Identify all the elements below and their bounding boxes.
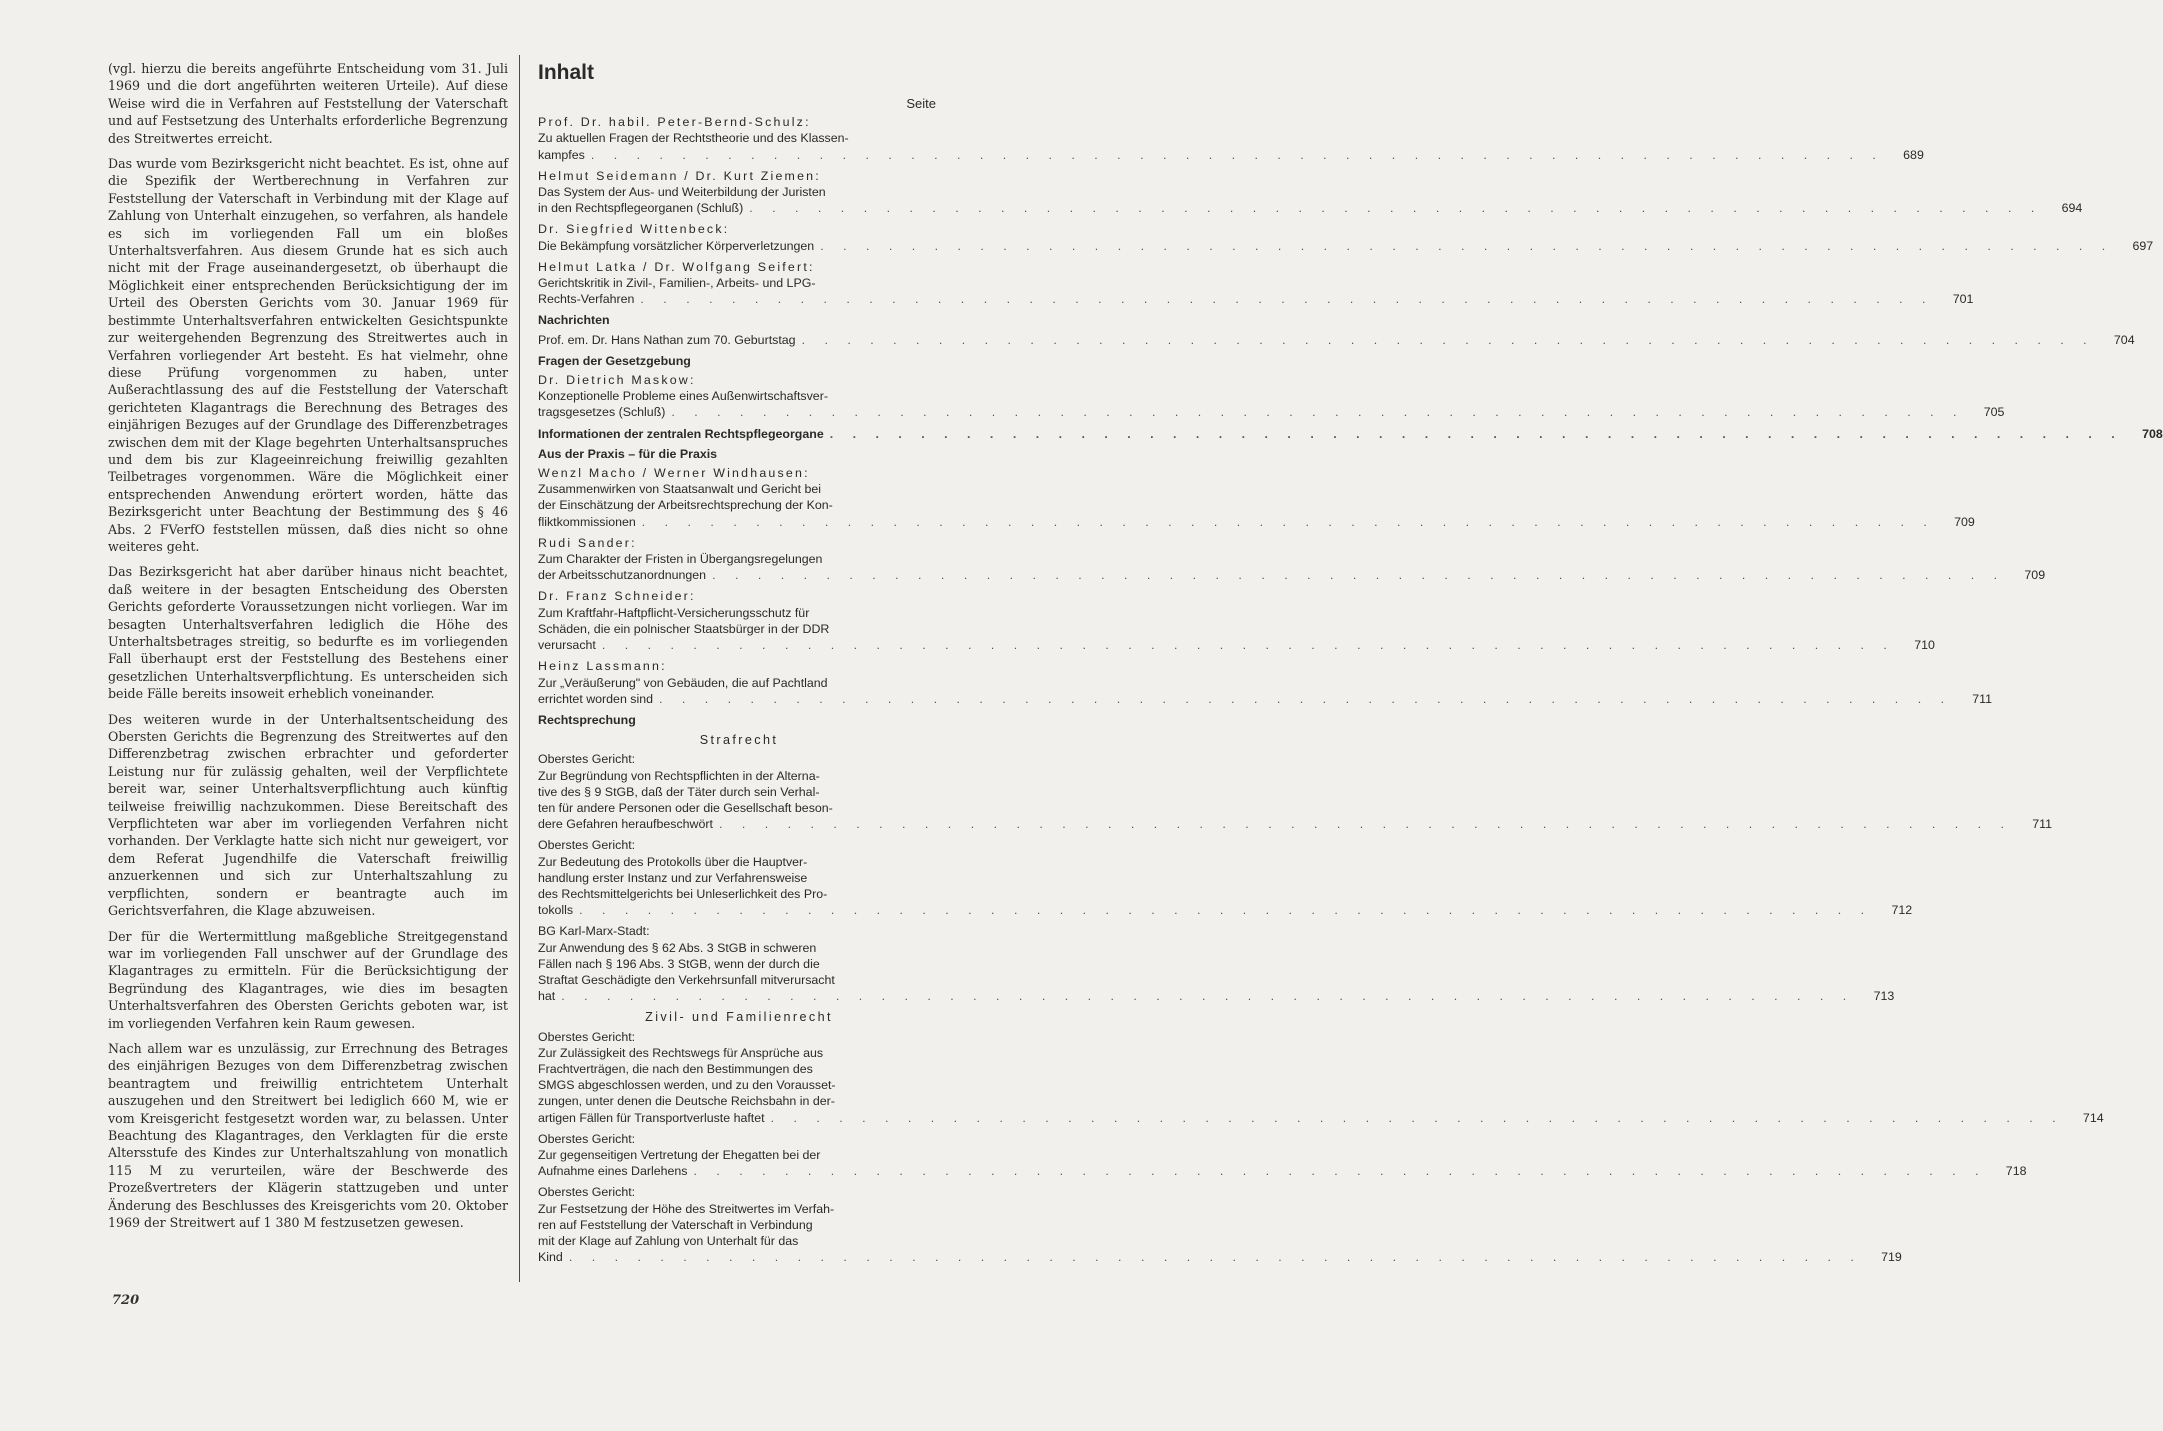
leader-dots: . . . . . . . . . . . . . . . . . . . . . . . . . . . . . . . . . . . . . . . . . . . . . . . . . . . . . . . . .: [671, 405, 1965, 420]
toc-section-heading: Aus der Praxis – für die Praxis: [538, 446, 718, 461]
leader-dots: . . . . . . . . . . . . . . . . . . . . . . . . . . . . . . . . . . . . . . . . . . . . . . . . . . . . . . . . .: [693, 1164, 1987, 1179]
toc-section-heading: Rechtsprechung: [538, 712, 636, 727]
toc-subsection-heading: Zivil- und Familienrecht: [645, 1010, 833, 1025]
toc-entry-title: Zur „Veräußerung" von Gebäuden, die auf Pachtland: [538, 675, 828, 690]
toc-entry[interactable]: [538, 332, 2135, 348]
toc-page-number: 694: [2061, 201, 2083, 216]
toc-entry[interactable]: [538, 1131, 2027, 1180]
leader-dots: . . . . . . . . . . . . . . . . . . . . . . . . . . . . . . . . . . . . . . . . . . . . . . . . . . . . . . . . .: [659, 691, 1953, 706]
page-column-label: Seite: [906, 96, 936, 111]
toc-entry-title: der Einschätzung der Arbeitsrechtsprechung der Kon-: [538, 498, 833, 513]
leader-dots: . . . . . . . . . . . . . . . . . . . . . . . . . . . . . . . . . . . . . . . . . . . . . . . . . . . . . . . . .: [829, 426, 2123, 441]
toc-entry-author: Oberstes Gericht:: [538, 838, 636, 853]
column-divider: [519, 55, 520, 1282]
toc-page-number: 712: [1891, 903, 1913, 918]
toc-entry-title-line: [538, 637, 1935, 653]
toc-section-entry[interactable]: [538, 426, 2163, 442]
toc-entry-title: des Rechtsmittelgerichts bei Unleserlichkeit des Pro-: [538, 886, 828, 901]
toc-entry-author: Helmut Latka / Dr. Wolfgang Seifert:: [538, 259, 815, 274]
toc-entry-title-line: [538, 514, 1975, 530]
toc-entry-title: Zur Zulässigkeit des Rechtswegs für Ansprüche aus: [538, 1045, 824, 1060]
toc-entry[interactable]: [538, 372, 2005, 421]
article-paragraph: Das Bezirksgericht hat aber darüber hinaus nicht beachtet, daß weitere in der besagten Entscheidung des Obersten Gerichts geforderte Voraussetzungen nicht vorliegen. War im besagten Unterhaltsverfahren lediglich die Höhe des Unterhaltsbetrages streitig, so bedurfte es im vorliegenden Fall überhaupt erst der Feststellung des Bestehens einer gesetzlichen Unterhaltsverpflichtung. Es unterscheiden sich beide Fälle bereits insoweit erheblich voneinander.: [108, 564, 508, 702]
toc-entry-title: Aufnahme eines Darlehens: [538, 1164, 688, 1179]
toc-entry-author: Helmut Seidemann / Dr. Kurt Ziemen:: [538, 168, 821, 183]
leader-dots: . . . . . . . . . . . . . . . . . . . . . . . . . . . . . . . . . . . . . . . . . . . . . . . . . . . . . . . . .: [770, 1110, 2064, 1125]
toc-entry-title: ten für andere Personen oder die Gesellschaft beson-: [538, 800, 833, 815]
toc-entry-title-line: [538, 147, 1924, 163]
toc-entry-title: in den Rechtspflegeorganen (Schluß): [538, 201, 744, 216]
toc-entry-title: Schäden, die ein polnischer Staatsbürger in der DDR: [538, 621, 830, 636]
toc-entry-title-line: [538, 1249, 1902, 1265]
article-paragraph: Das wurde vom Bezirksgericht nicht beachtet. Es ist, ohne auf die Spezifik der Wertberechnung in Verfahren zur Feststellung der Vaterschaft in Verbindung mit der Klage auf Zahlung von Unterhalt einzugehen, so verfahren, als handele es sich im vorliegenden Fall um ein bloßes Unterhaltsverfahren. Aus diesem Grunde hat es sich auch nicht mit der Frage auseinandergesetzt, ob überhaupt die Möglichkeit einer entsprechenden Berücksichtigung der im Urteil des Obersten Gerichts vom 30. Januar 1969 für bestimmte Unterhaltsverfahren entwickelten Gesichtspunkte zur weitergehenden Begrenzung des Streitwertes auch in Verfahren vorliegender Art besteht. Es hat vielmehr, ohne diese Prüfung vorgenommen zu haben, unter Außerachtlassung des auf die Feststellung der Vaterschaft gerichteten Klagantrags die Berechnung des Betrages des einjährigen Bezuges auf der Grundlage des Differenzbetrages zwischen dem mit der Klage begehrten Unterhaltsanspruches und dem bis zur Klageeinreichung freiwillig gezahlten Teilbetrages vorgenommen. Wäre die Möglichkeit einer entsprechenden Anwendung erörtert worden, hätte das Bezirksgericht unter Beachtung der Bestimmung des § 46 Abs. 2 FVerfO feststellen müssen, daß dies nicht so ohne weiteres geht.: [108, 156, 508, 554]
toc-section-heading: Nachrichten: [538, 313, 610, 328]
toc-entry-author: Dr. Franz Schneider:: [538, 589, 696, 604]
toc-page-number: 704: [2113, 332, 2135, 347]
toc-page-number: 713: [1873, 989, 1895, 1004]
toc-entry-author: Oberstes Gericht:: [538, 752, 636, 767]
toc-entry[interactable]: [538, 1184, 1902, 1265]
toc-entry-title: Rechts-Verfahren: [538, 292, 635, 307]
toc-entry-title-line: [538, 404, 2005, 420]
toc-entry-title: zungen, unter denen die Deutsche Reichsbahn in der-: [538, 1094, 835, 1109]
toc-entry-title: Kind: [538, 1250, 563, 1265]
toc-entry-title: Zu aktuellen Fragen der Rechtstheorie und des Klassen-: [538, 131, 849, 146]
toc-entry[interactable]: [538, 465, 1975, 530]
leader-dots: . . . . . . . . . . . . . . . . . . . . . . . . . . . . . . . . . . . . . . . . . . . . . . . . . . . . . . . . .: [820, 238, 2114, 253]
toc-entry-title-line: [538, 567, 2046, 583]
toc-page-number: 708: [2142, 426, 2163, 441]
toc-entry-title-line: [538, 238, 2154, 254]
article-paragraph: Des weiteren wurde in der Unterhaltsentscheidung des Obersten Gerichts die Begrenzung des Streitwertes auf den Differenzbetrag zwischen erbrachter und geforderter Leistung nur für zulässig gehalten, weil der Verpflichtete bereit war, seiner Unterhaltsverpflichtung auch künftig teilweise freiwillig nachzukommen. Diese Bereitschaft des Verpflichteten war aber im vorliegenden Verfahren nicht vorhanden. Der Verklagte hatte sich nicht nur geweigert, vor dem Referat Jugendhilfe die Vaterschaft freiwillig anzuerkennen und sich zur Unterhaltszahlung zu verpflichten, sondern er beantragte auch im Gerichtsverfahren, die Klage abzuweisen.: [108, 711, 508, 919]
toc-entry-title: SMGS abgeschlossen werden, und zu den Vorausset-: [538, 1078, 836, 1093]
toc-entry-title: Zur Begründung von Rechtspflichten in der Alterna-: [538, 768, 820, 783]
toc-entry-title: Zur gegenseitigen Vertretung der Ehegatten bei der: [538, 1147, 821, 1162]
toc-entry-title: verursacht: [538, 638, 596, 653]
toc-entry-title: hat: [538, 989, 556, 1004]
toc-entry-title: Zum Kraftfahr-Haftpflicht-Versicherungsschutz für: [538, 605, 810, 620]
toc-entry-title: Zur Festsetzung der Höhe des Streitwertes im Verfah-: [538, 1201, 835, 1216]
toc-entry-title: Straftat Geschädigte den Verkehrsunfall mitverursacht: [538, 972, 835, 987]
leader-dots: . . . . . . . . . . . . . . . . . . . . . . . . . . . . . . . . . . . . . . . . . . . . . . . . . . . . . . . . .: [601, 638, 1895, 653]
toc-subsection-heading: Strafrecht: [699, 733, 779, 748]
leader-dots: . . . . . . . . . . . . . . . . . . . . . . . . . . . . . . . . . . . . . . . . . . . . . . . . . . . . . . . . .: [749, 201, 2043, 216]
toc-entry[interactable]: [538, 837, 1913, 918]
leader-dots: . . . . . . . . . . . . . . . . . . . . . . . . . . . . . . . . . . . . . . . . . . . . . . . . . . . . . . . . .: [718, 817, 2012, 832]
toc-entry-title: Die Bekämpfung vorsätzlicher Körperverletzungen: [538, 238, 815, 253]
leader-dots: . . . . . . . . . . . . . . . . . . . . . . . . . . . . . . . . . . . . . . . . . . . . . . . . . . . . . . . . .: [561, 989, 1855, 1004]
toc-entry[interactable]: [538, 535, 2046, 584]
toc-page-number: 705: [1983, 405, 2005, 420]
toc-entry-title: Zur Anwendung des § 62 Abs. 3 StGB in schweren: [538, 940, 817, 955]
toc-entry-title-line: [538, 291, 1974, 307]
toc-section-heading: Fragen der Gesetzgebung: [538, 353, 691, 368]
toc-entry-author: Oberstes Gericht:: [538, 1029, 636, 1044]
toc-page-number: 710: [1914, 638, 1935, 653]
toc-page-number: 697: [2132, 238, 2154, 253]
toc-entry-title: kampfes: [538, 147, 585, 162]
toc-page-number: 719: [1881, 1250, 1902, 1265]
leader-dots: . . . . . . . . . . . . . . . . . . . . . . . . . . . . . . . . . . . . . . . . . . . . . . . . . . . . . . . . .: [641, 514, 1935, 529]
toc-entry-title: Informationen der zentralen Rechtspflegeorgane: [538, 426, 824, 441]
toc-entry-title-line: [538, 988, 1895, 1004]
toc-entry-title-line: [538, 902, 1913, 918]
toc-entry-author: Oberstes Gericht:: [538, 1185, 636, 1200]
toc-entry-title: Zum Charakter der Fristen in Übergangsregelungen: [538, 552, 823, 567]
toc-entry-title: tive des § 9 StGB, daß der Täter durch sein Verhal-: [538, 784, 820, 799]
toc-entry[interactable]: [538, 1029, 2104, 1126]
leader-dots: . . . . . . . . . . . . . . . . . . . . . . . . . . . . . . . . . . . . . . . . . . . . . . . . . . . . . . . . .: [568, 1250, 1862, 1265]
toc-entry-title-line: [538, 200, 2083, 216]
article-text-column: [108, 60, 508, 1239]
toc-entry-title: Frachtverträgen, die nach den Bestimmungen des: [538, 1061, 813, 1076]
toc-entry[interactable]: [538, 923, 1895, 1004]
toc-entry-title: mit der Klage auf Zahlung von Unterhalt für das: [538, 1234, 799, 1248]
toc-entry-author: Dr. Dietrich Maskow:: [538, 373, 696, 388]
toc-entry-title: Zur Bedeutung des Protokolls über die Hauptver-: [538, 854, 808, 869]
toc-entry-title: der Arbeitsschutzanordnungen: [538, 568, 707, 583]
toc-entry-title: errichtet worden sind: [538, 691, 654, 706]
toc-title: Inhalt: [538, 61, 594, 84]
toc-entry[interactable]: [538, 114, 1924, 163]
toc-entry-title: artigen Fällen für Transportverluste haftet: [538, 1110, 765, 1125]
leader-dots: . . . . . . . . . . . . . . . . . . . . . . . . . . . . . . . . . . . . . . . . . . . . . . . . . . . . . . . . .: [590, 147, 1884, 162]
toc-entry-author: BG Karl-Marx-Stadt:: [538, 924, 650, 939]
toc-entry-title: fliktkommissionen: [538, 514, 636, 529]
toc-entry-author: Prof. Dr. habil. Peter-Bernd-Schulz:: [538, 115, 811, 130]
toc-page-number: 718: [2005, 1164, 2027, 1179]
leader-dots: . . . . . . . . . . . . . . . . . . . . . . . . . . . . . . . . . . . . . . . . . . . . . . . . . . . . . . . . .: [801, 332, 2095, 347]
leader-dots: . . . . . . . . . . . . . . . . . . . . . . . . . . . . . . . . . . . . . . . . . . . . . . . . . . . . . . . . .: [579, 903, 1873, 918]
toc-entry-title-line: [538, 1110, 2104, 1126]
toc-entry-author: Heinz Lassmann:: [538, 659, 667, 674]
toc-entry-title: Das System der Aus- und Weiterbildung der Juristen: [538, 185, 826, 200]
toc-entry-title: tragsgesetzes (Schluß): [538, 405, 666, 420]
toc-page-number: 714: [2082, 1110, 2104, 1125]
toc-entry[interactable]: [538, 259, 1974, 308]
leader-dots: . . . . . . . . . . . . . . . . . . . . . . . . . . . . . . . . . . . . . . . . . . . . . . . . . . . . . . . . .: [712, 568, 2006, 583]
toc-entry[interactable]: [538, 588, 1935, 653]
toc-page-number: 709: [1954, 514, 1975, 529]
toc-entry-author: Rudi Sander:: [538, 535, 637, 550]
toc-entry-title-line: [538, 816, 2052, 832]
toc-page-number: 711: [1972, 691, 1993, 706]
toc-entry[interactable]: [538, 751, 2052, 832]
toc-page-number: 701: [1952, 292, 1974, 307]
toc-page-number: 709: [2024, 568, 2046, 583]
toc-entry[interactable]: [538, 221, 2154, 253]
toc-entry-title: Prof. em. Dr. Hans Nathan zum 70. Geburtstag: [538, 332, 796, 347]
page-number: 720: [112, 1293, 140, 1308]
toc-entry-title-line: [538, 1163, 2027, 1179]
toc-entry-title-line: [538, 691, 1993, 707]
toc-entry-author: Dr. Siegfried Wittenbeck:: [538, 222, 730, 237]
toc-entry-title: dere Gefahren heraufbeschwört: [538, 817, 713, 832]
toc-entry[interactable]: [538, 658, 1993, 707]
toc-entry-author: Oberstes Gericht:: [538, 1131, 636, 1146]
toc-entry-title: Fällen nach § 196 Abs. 3 StGB, wenn der durch die: [538, 956, 820, 971]
toc-page-number: 689: [1903, 147, 1924, 162]
toc-entry-author: Wenzl Macho / Werner Windhausen:: [538, 466, 810, 481]
toc-entry[interactable]: [538, 168, 2083, 217]
article-paragraph: Nach allem war es unzulässig, zur Errechnung des Betrages des einjährigen Bezuges von dem Differenzbetrag zwischen beantragtem und freiwillig entrichtetem Unterhalt auszugehen und den Streitwert bei lediglich 660 M, wie er vom Kreisgericht festgesetzt worden war, zu belassen. Unter Beachtung des Klagantrages, den Verklagten für die erste Altersstufe des Kindes zur Unterhaltszahlung von monatlich 115 M zu verurteilen, wäre der Beschwerde des Prozeßvertreters der Klägerin stattzugeben und unter Änderung des Beschlusses des Kreisgerichts vom 20. Oktober 1969 der Streitwert auf 1 380 M festzusetzen gewesen.: [108, 1040, 508, 1230]
toc-entry-title-line: [538, 332, 2135, 348]
toc-entry-title: tokolls: [538, 903, 574, 918]
toc-entry-title: Konzeptionelle Probleme eines Außenwirtschaftsver-: [538, 389, 828, 404]
toc-entry-title: handlung erster Instanz und zur Verfahrensweise: [538, 870, 808, 885]
toc-entries: [538, 114, 2163, 1265]
toc-page-number: 711: [2032, 817, 2052, 832]
toc-entry-title: Zusammenwirken von Staatsanwalt und Gericht bei: [538, 482, 822, 497]
article-paragraph: (vgl. hierzu die bereits angeführte Entscheidung vom 31. Juli 1969 und die dort angeführten weiteren Urteile). Auf diese Weise wird die in Verfahren auf Feststellung der Vaterschaft und auf Festsetzung des Unterhalts erforderliche Begrenzung des Streitwertes erreicht.: [108, 61, 508, 146]
toc-entry-title: Gerichtskritik in Zivil-, Familien-, Arbeits- und LPG-: [538, 276, 816, 291]
leader-dots: . . . . . . . . . . . . . . . . . . . . . . . . . . . . . . . . . . . . . . . . . . . . . . . . . . . . . . . . .: [640, 292, 1934, 307]
article-paragraph: Der für die Wertermittlung maßgebliche Streitgegenstand war im vorliegenden Fall unschwer auf der Grundlage des Klagantrages zu ermitteln. Für die Berücksichtigung der Begründung des Klagantrages, wie dies im besagten Unterhaltsverfahren des Obersten Gerichts geboten war, ist im vorliegenden Verfahren kein Raum gewesen.: [108, 928, 508, 1031]
toc-entry-title: ren auf Feststellung der Vaterschaft in Verbindung: [538, 1217, 813, 1232]
table-of-contents: [538, 60, 2163, 1270]
